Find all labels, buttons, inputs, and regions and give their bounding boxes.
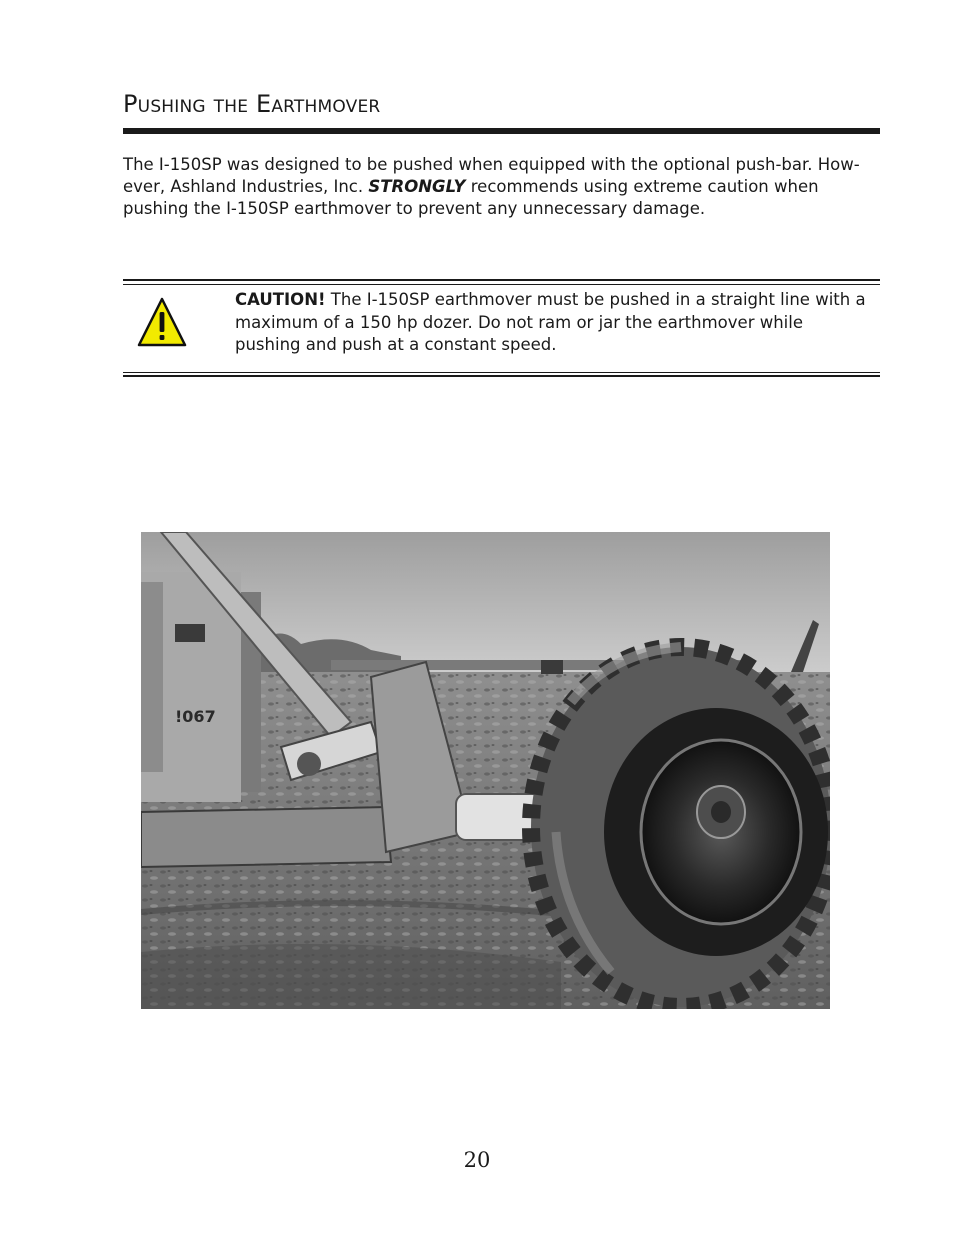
warning-triangle-icon [136, 296, 188, 348]
emphasis-strongly: STRONGLY [368, 177, 466, 196]
dozer-number: !067 [175, 707, 216, 726]
caution-top-rule [123, 279, 880, 281]
title-divider [123, 128, 880, 134]
intro-text: recommends using extreme caution when [465, 177, 819, 196]
caution-top-rule-thin [123, 284, 880, 285]
caution-bottom-rule-thin [123, 372, 880, 373]
intro-paragraph [123, 154, 880, 220]
caution-line: maximum of a 150 hp dozer. Do not ram or jar the earthmover while [235, 312, 803, 332]
intro-text: ever, Ashland Industries, Inc. [123, 177, 369, 196]
dozer-pushing-photo [141, 532, 830, 1009]
intro-line: pushing the I-150SP earthmover to prevent any unnecessary damage. [123, 199, 706, 218]
caution-line [235, 289, 880, 312]
caution-line: pushing and push at a constant speed. [235, 335, 557, 354]
caution-text: The I-150SP earthmover must be pushed in a straight line with a [325, 290, 866, 309]
caution-label: CAUTION! [235, 290, 326, 309]
caution-notice [235, 289, 880, 357]
page-number: 20 [463, 1148, 491, 1172]
photo-illustration [141, 532, 830, 1009]
caution-bottom-rule [123, 375, 880, 377]
intro-line: The I-150SP was designed to be pushed when equipped with the optional push-bar. How- [123, 155, 860, 174]
intro-line [123, 176, 880, 198]
page-title: Pushing the Earthmover [123, 90, 381, 118]
